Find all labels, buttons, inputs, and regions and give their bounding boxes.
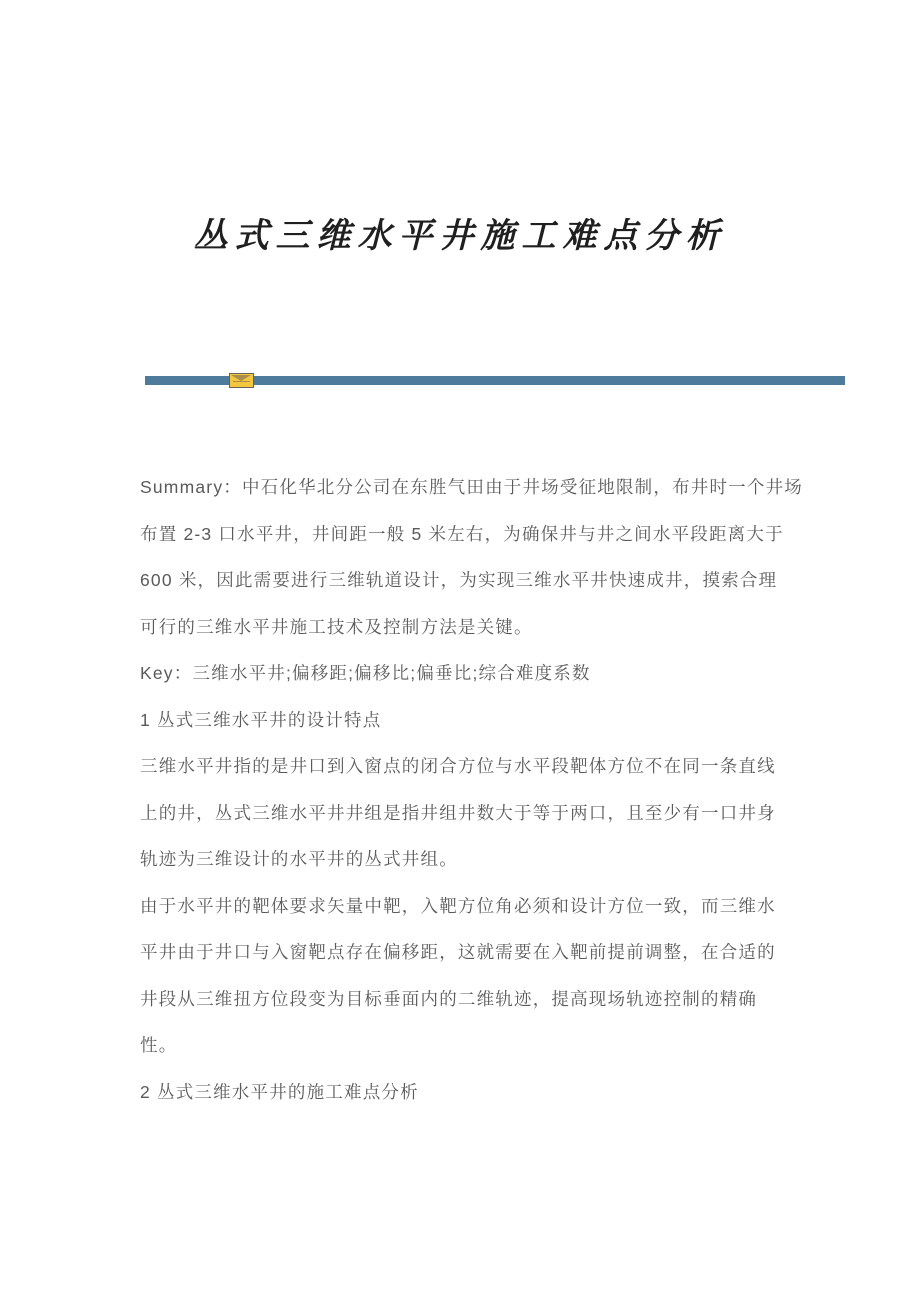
body-line-para2-2: 平井由于井口与入窗靶点存在偏移距，这就需要在入靶前提前调整，在合适的 [140, 942, 776, 962]
body-line-summary-3: 600 米，因此需要进行三维轨道设计，为实现三维水平井快速成井，摸索合理 [140, 570, 778, 590]
body-line-para1-1: 三维水平井指的是井口到入窗点的闭合方位与水平段靶体方位不在同一条直线 [140, 756, 776, 776]
body-line-para2-4: 性。 [140, 1035, 178, 1055]
body-line-keywords: Key：三维水平井;偏移距;偏移比;偏垂比;综合难度系数 [140, 663, 591, 683]
envelope-icon [229, 373, 254, 388]
body-line-para1-3: 轨迹为三维设计的水平井的丛式井组。 [140, 849, 458, 869]
body-line-summary-4: 可行的三维水平井施工技术及控制方法是关键。 [140, 616, 533, 637]
section-heading-1: 1 丛式三维水平井的设计特点 [140, 709, 382, 730]
body-line-summary-1: Summary：中石化华北分公司在东胜气田由于井场受征地限制，布井时一个井场 [140, 477, 803, 497]
body-line-summary-2: 布置 2-3 口水平井，井间距一般 5 米左右，为确保井与井之间水平段距离大于 [140, 523, 784, 544]
section-heading-2: 2 丛式三维水平井的施工难点分析 [140, 1081, 419, 1102]
document-body [140, 464, 803, 1115]
body-line-para1-2: 上的井，丛式三维水平井井组是指井组井数大于等于两口，且至少有一口井身 [140, 802, 776, 823]
body-line-para2-1: 由于水平井的靶体要求矢量中靶，入靶方位角必须和设计方位一致，而三维水 [140, 895, 776, 916]
page-title: 丛式三维水平井施工难点分析 [193, 218, 727, 255]
body-line-para2-3: 井段从三维扭方位段变为目标垂面内的二维轨迹，提高现场轨迹控制的精确 [140, 988, 758, 1009]
section-divider [145, 373, 845, 387]
